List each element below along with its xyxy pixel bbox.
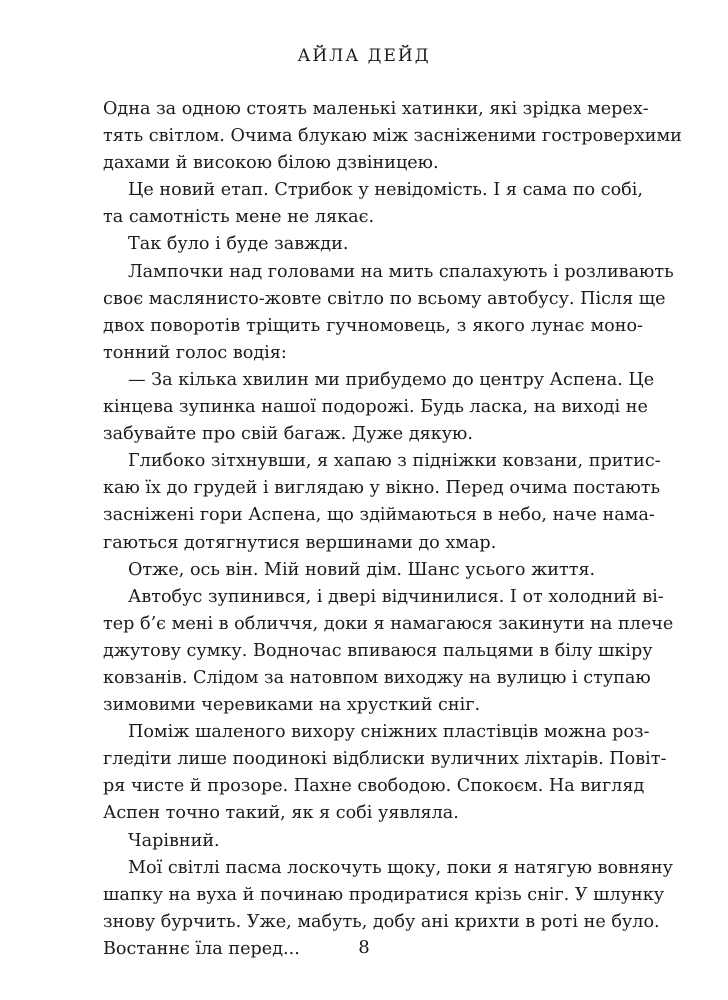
- text-line: Отже, ось він. Мій новий дім. Шанс усього життя.: [128, 559, 596, 580]
- text-line: Одна за одною стоять маленькі хатинки, які зрідка мерех-: [103, 99, 649, 119]
- text-line: зимовими черевиками на хрусткий сніг.: [103, 695, 481, 716]
- text-line: гледіти лише поодинокі відблиски вуличних ліхтарів. Повіт-: [103, 749, 667, 770]
- text-line: ковзанів. Слідом за натовпом виходжу на вулицю і ступаю: [103, 667, 651, 688]
- text-line: кінцева зупинка нашої подорожі. Будь ласка, на виході не: [103, 397, 648, 418]
- text-line: дахами й високою білою дзвіницею.: [103, 153, 439, 174]
- body-text: [103, 96, 682, 963]
- text-line: та самотність мене не лякає.: [103, 207, 375, 228]
- text-line: Автобус зупинився, і двері відчинилися. І от холодний ві-: [128, 586, 664, 607]
- text-line: Мої світлі пасма лоскочуть щоку, поки я натягую вовняну: [128, 857, 673, 878]
- text-line: Це новий етап. Стрибок у невідомість. І я сама по собі,: [128, 180, 643, 201]
- text-line: знову бурчить. Уже, мабуть, добу ані крихти в роті не було.: [103, 911, 660, 932]
- page-number: 8: [358, 937, 370, 958]
- text-line: забувайте про свій багаж. Дуже дякую.: [103, 424, 473, 445]
- text-line: Чарівний.: [128, 830, 220, 851]
- text-line: своє маслянисто-жовте світло по всьому автобусу. Після ще: [103, 288, 666, 309]
- text-line: Так було і буде завжди.: [128, 234, 349, 255]
- text-line: тонний голос водія:: [103, 342, 287, 363]
- text-line: тять світлом. Очима блукаю між засніженими гостроверхими: [103, 126, 682, 147]
- text-line: Глибоко зітхнувши, я хапаю з підніжки ковзани, притис-: [128, 451, 661, 472]
- text-line: тер б’є мені в обличчя, доки я намагаюся закинути на плече: [103, 613, 674, 634]
- text-line: джутову сумку. Водночас впиваюся пальцями в білу шкіру: [103, 640, 653, 661]
- text-line: двох поворотів тріщить гучномовець, з якого лунає моно-: [103, 315, 643, 336]
- running-header: АЙЛА ДЕЙД: [297, 46, 431, 66]
- text-line: засніжені гори Аспена, що здіймаються в небо, наче нама-: [103, 505, 655, 526]
- text-line: каю їх до грудей і виглядаю у вікно. Перед очима постають: [103, 478, 661, 499]
- text-line: — За кілька хвилин ми прибудемо до центру Аспена. Це: [128, 369, 655, 390]
- text-line: Поміж шаленого вихору сніжних пластівців можна роз-: [128, 722, 650, 743]
- text-line: шапку на вуха й починаю продиратися крізь сніг. У шлунку: [103, 884, 665, 905]
- text-line: ря чисте й прозоре. Пахне свободою. Спокоєм. На вигляд: [103, 776, 645, 797]
- text-line: Лампочки над головами на мить спалахують і розливають: [128, 261, 674, 282]
- text-line: Востаннє їла перед...: [103, 938, 300, 959]
- text-line: гаються дотягнутися вершинами до хмар.: [103, 532, 497, 553]
- text-line: Аспен точно такий, як я собі уявляла.: [103, 803, 459, 824]
